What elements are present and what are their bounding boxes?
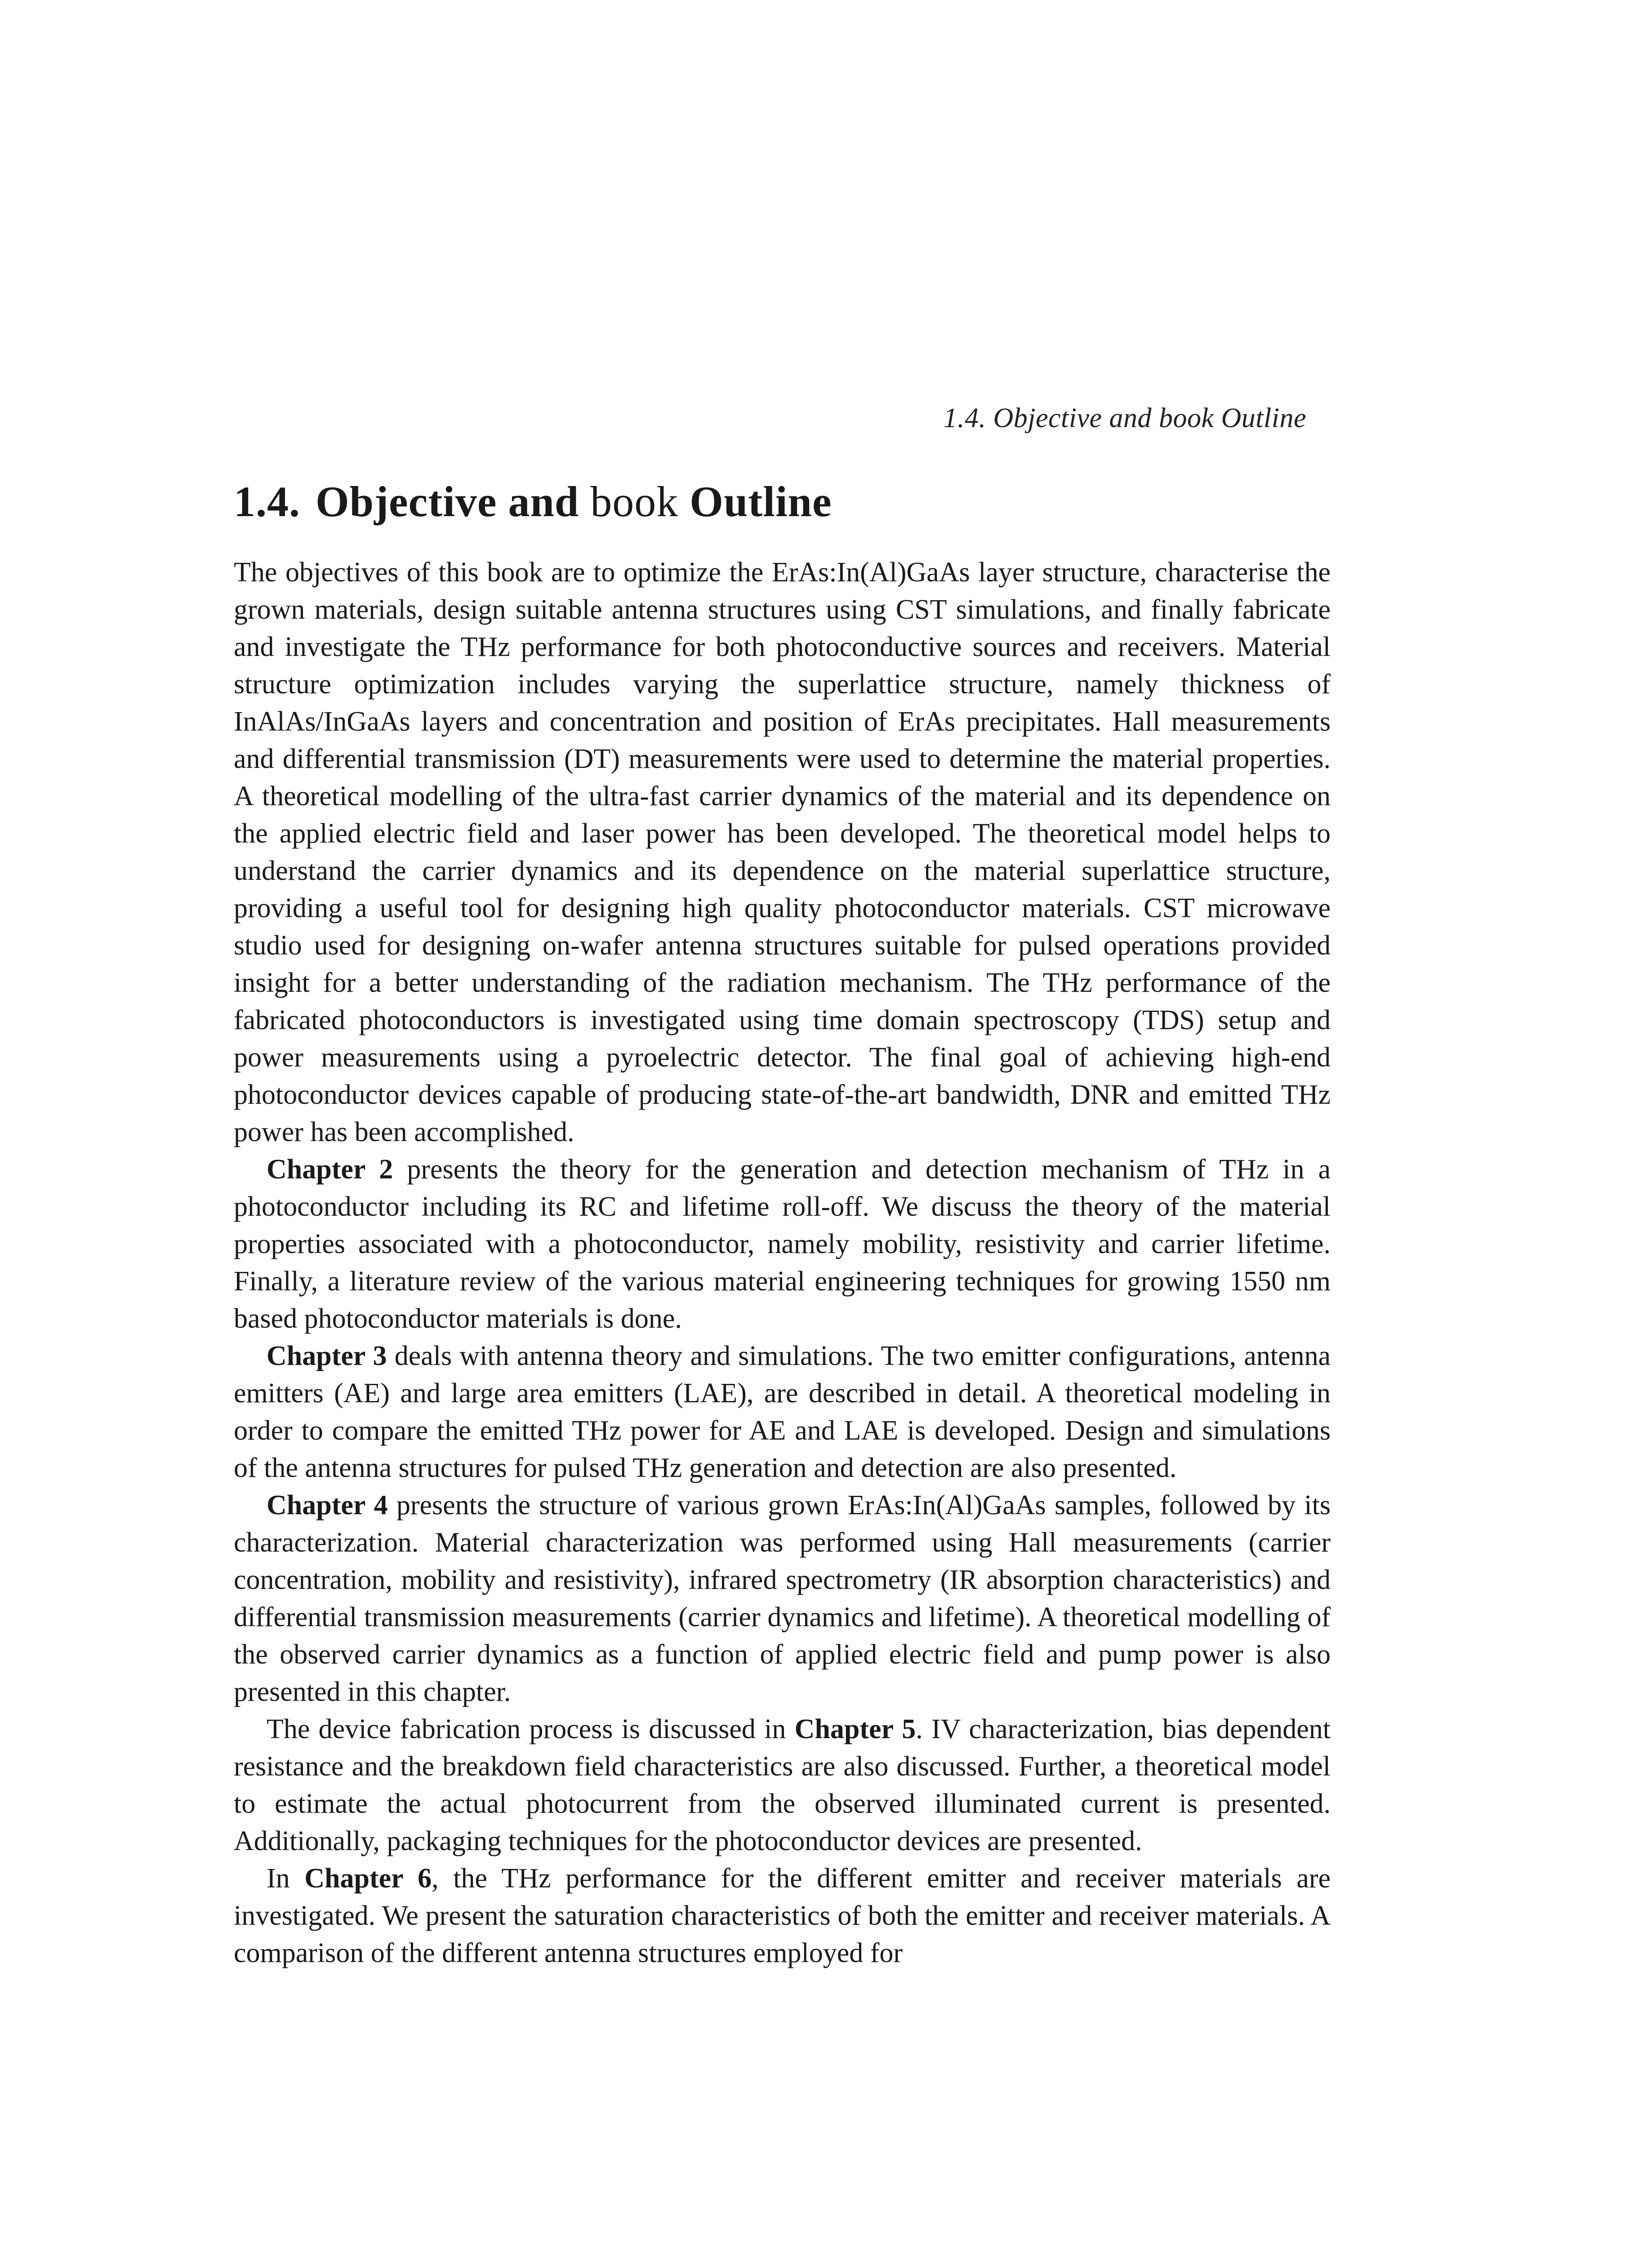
paragraph-chapter-3-text: deals with antenna theory and simulations. The two emitter configurations, antenna emitters (AE) and large area emitters (LAE), are described in detail. A theoretical modeling in order to compare the emitted THz power for AE and LAE is developed. Design and simulations of the antenna structures for pulsed THz generation and detection are also presented. (234, 1341, 1331, 1483)
paragraph-chapter-4-text: presents the structure of various grown ErAs:In(Al)GaAs samples, followed by its characterization. Material characterization was performed using Hall measurements (carrier concentration, mobility and resistivity), infrared spectrometry (IR absorption characteristics) and differential transmission measurements (carrier dynamics and lifetime). A theoretical modelling of the observed carrier dynamics as a function of applied electric field and pump power is also presented in this chapter. (234, 1490, 1331, 1707)
chapter-6-ref: Chapter 6 (304, 1863, 432, 1894)
paragraph-chapter-2-text: presents the theory for the generation and detection mechanism of THz in a photoconductor including its RC and lifetime roll-off. We discuss the theory of the material properties associated with a photoconductor, namely mobility, resistivity and carrier lifetime. Finally, a literature review of the various material engineering techniques for growing 1550 nm based photoconductor materials is done. (234, 1154, 1331, 1334)
paragraph-chapter-6-before: In (267, 1863, 305, 1894)
chapter-2-ref: Chapter 2 (267, 1154, 393, 1185)
body-text (234, 554, 1331, 1972)
paragraph-chapter-6 (234, 1860, 1331, 1972)
paragraph-chapter-4 (234, 1487, 1331, 1711)
running-header: 1.4. Objective and book Outline (943, 403, 1306, 433)
paragraph-objectives (234, 554, 1331, 1151)
paragraph-objectives-text: The objectives of this book are to optimize the ErAs:In(Al)GaAs layer structure, characterise the grown materials, design suitable antenna structures using CST simulations, and finally fabricate and investigate the THz performance for both photoconductive sources and receivers. Material structure optimization includes varying the superlattice structure, namely thickness of InAlAs/InGaAs layers and concentration and position of ErAs precipitates. Hall measurements and differential transmission (DT) measurements were used to determine the material properties. A theoretical modelling of the ultra-fast carrier dynamics of the material and its dependence on the applied electric field and laser power has been developed. The theoretical model helps to understand the carrier dynamics and its dependence on the material superlattice structure, providing a useful tool for designing high quality photoconductor materials. CST microwave studio used for designing on-wafer antenna structures suitable for pulsed operations provided insight for a better understanding of the radiation mechanism. The THz performance of the fabricated photoconductors is investigated using time domain spectroscopy (TDS) setup and power measurements using a pyroelectric detector. The final goal of achieving high-end photoconductor devices capable of producing state-of-the-art bandwidth, DNR and emitted THz power has been accomplished. (234, 557, 1331, 1147)
paragraph-chapter-3 (234, 1338, 1331, 1487)
section-title-part2: book (590, 477, 679, 526)
paragraph-chapter-6-after: , the THz performance for the different emitter and receiver materials are investigated. We present the saturation characteristics of both the emitter and receiver materials. A comparison of the different antenna structures employed for (234, 1863, 1331, 1968)
section-number: 1.4. (234, 477, 300, 526)
section-title-part3: Outline (678, 477, 832, 526)
paragraph-chapter-2 (234, 1151, 1331, 1338)
chapter-4-ref: Chapter 4 (267, 1490, 388, 1521)
section-title-part1: Objective and (316, 477, 591, 526)
paragraph-chapter-5-after: . IV characterization, bias dependent resistance and the breakdown field characteristics are also discussed. Further, a theoretical model to estimate the actual photocurrent from the observed illuminated current is presented. Additionally, packaging techniques for the photoconductor devices are presented. (234, 1714, 1331, 1856)
section-heading (234, 477, 832, 526)
chapter-5-ref: Chapter 5 (794, 1714, 916, 1744)
paragraph-chapter-5-before: The device fabrication process is discussed in (267, 1714, 795, 1744)
paragraph-chapter-5 (234, 1711, 1331, 1860)
chapter-3-ref: Chapter 3 (267, 1341, 387, 1371)
